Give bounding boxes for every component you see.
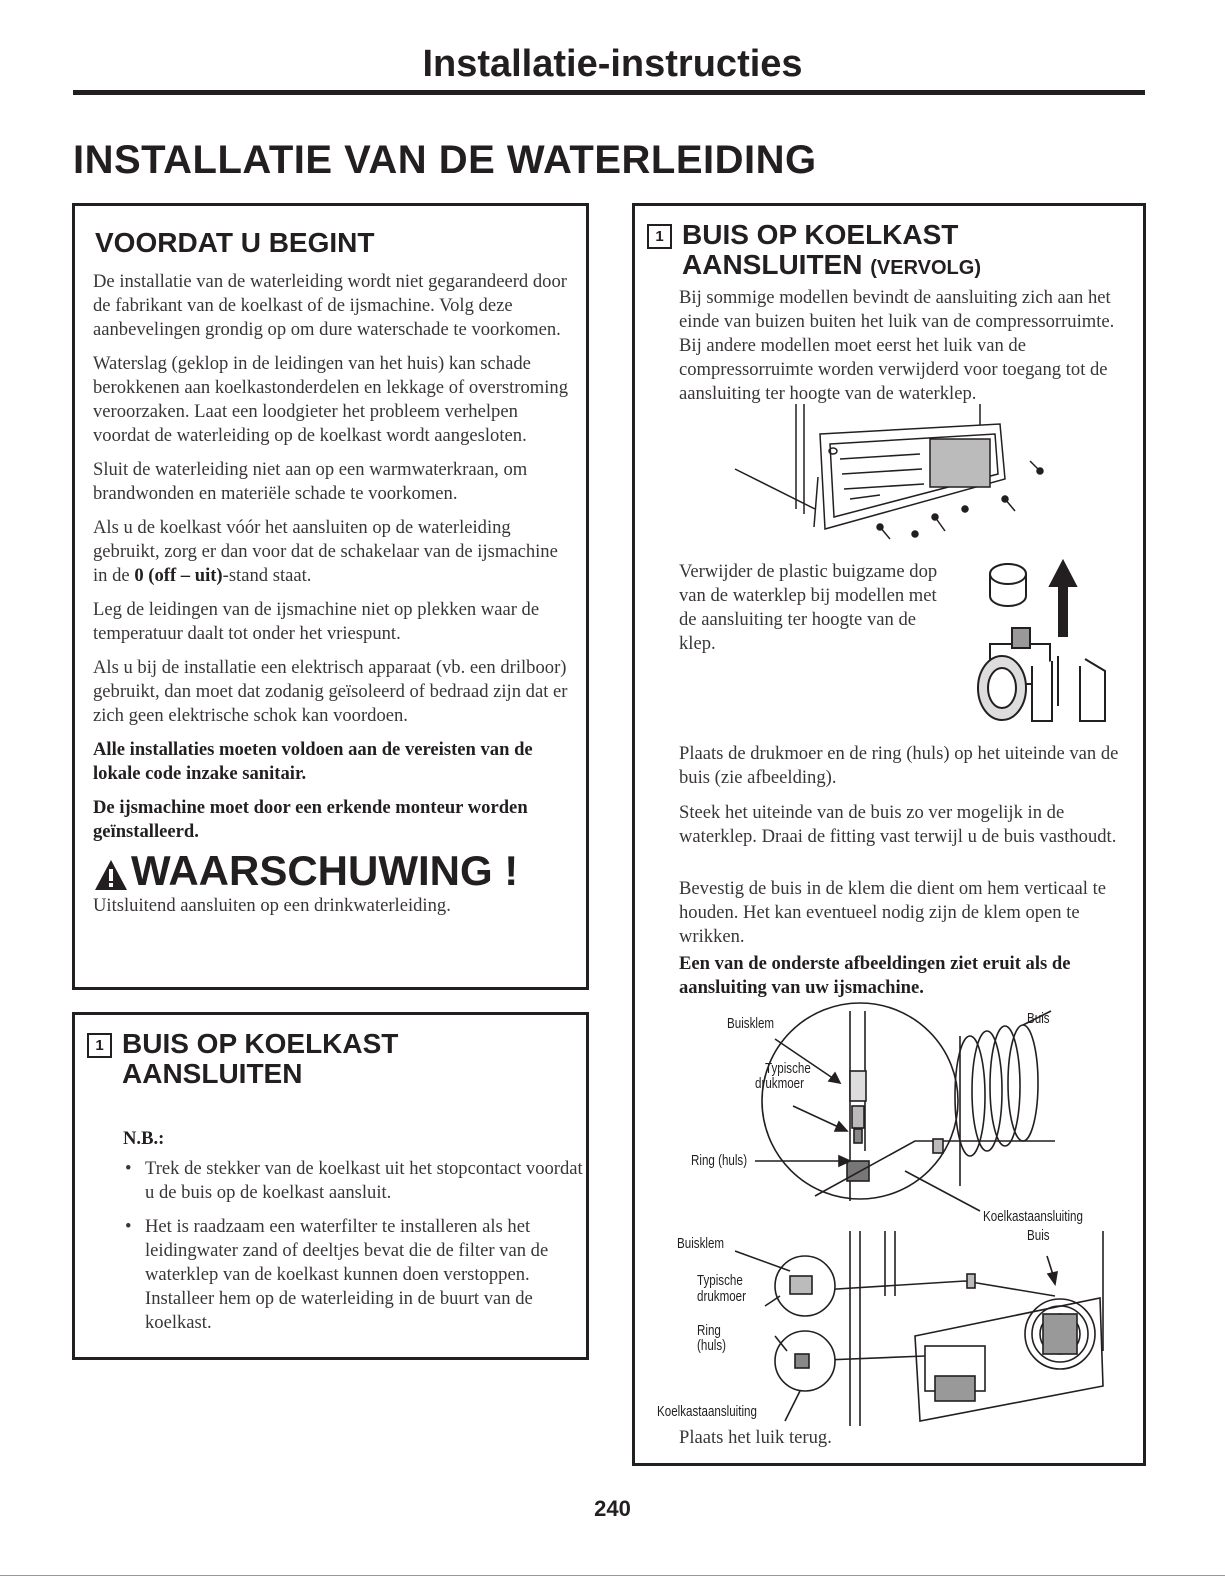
fig2-label-huls: (huls) — [697, 1338, 727, 1354]
tubing-connection-figure-1 — [755, 1001, 1135, 1216]
before-p4-b: 0 (off – uit) — [134, 565, 223, 586]
connect-tubing-box — [72, 1012, 589, 1360]
fig1-label-typische: Typische — [765, 1061, 811, 1077]
fig1-label-koelkastaansluiting: Koelkastaansluiting — [983, 1209, 1083, 1225]
before-p6: Als u bij de installatie een elektrisch apparaat (vb. een drilboor) gebruikt, dan moet dat zodanig geïsoleerd of bedraad zijn dat er zich geen elektrische schok kan voordoen. — [93, 657, 568, 726]
connect-continued-box — [632, 203, 1146, 1466]
fig1-label-buis: Buis — [1027, 1011, 1050, 1027]
fig1-label-ring: Ring (huls) — [691, 1153, 748, 1169]
fig2-label-drukmoer: drukmoer — [697, 1289, 746, 1305]
fig2-label-typische: Typische — [697, 1273, 743, 1289]
cont-p2: Verwijder de plastic buigzame dop van de waterklep bij modellen met de aansluiting ter hoogte van de klep. — [679, 561, 938, 654]
fig1-label-drukmoer: drukmoer — [755, 1076, 804, 1092]
tubing-connection-figure-2 — [735, 1226, 1135, 1431]
cont-heading — [647, 220, 981, 283]
before-bold2: De ijsmachine moet door een erkende monteur worden geïnstalleerd. — [93, 797, 528, 842]
page-header-title: Installatie-instructies — [422, 43, 803, 85]
fig2-label-buisklem: Buisklem — [677, 1236, 725, 1252]
before-p4-c: -stand staat. — [222, 565, 312, 586]
fig1-label-buisklem: Buisklem — [727, 1016, 775, 1032]
fig2-label-buis: Buis — [1027, 1228, 1050, 1244]
fig2-label-koelkastaansluiting: Koelkastaansluiting — [657, 1404, 757, 1420]
warning-text: Uitsluitend aansluiten op een drinkwaterleiding. — [93, 895, 451, 916]
header-rule — [73, 90, 1145, 95]
before-bold1: Alle installaties moeten voldoen aan de vereisten van de lokale code inzake sanitair. — [93, 739, 533, 784]
before-p2: Waterslag (geklop in de leidingen van het huis) kan schade berokkenen aan koelkastonderdelen en lekkage of overstroming veroorzaken. Laat een loodgieter het probleem verhelpen voordat de waterleiding op de koelkast wordt aangesloten. — [93, 353, 568, 446]
connect-nb: N.B.: — [123, 1128, 165, 1149]
before-p5: Leg de leidingen van de ijsmachine niet op plekken waar de temperatuur daalt tot onder het vriespunt. — [93, 599, 540, 644]
bottom-edge-line — [0, 1575, 1225, 1576]
cont-bold: Een van de onderste afbeeldingen ziet eruit als de aansluiting van uw ijsmachine. — [679, 953, 1071, 998]
page-number: 240 — [594, 1496, 631, 1521]
before-you-begin-box — [72, 203, 589, 990]
warning-title: WAARSCHUWING ! — [131, 847, 519, 894]
cont-p4: Steek het uiteinde van de buis zo ver mogelijk in de waterklep. Draai de fitting vast terwijl u de buis vasthoudt. — [679, 802, 1117, 847]
cont-heading-line2: AANSLUITEN — [682, 249, 863, 280]
connect-bullet: • Het is raadzaam een waterfilter te installeren als het leidingwater zand of deeltjes bevat die de filter van de waterklep van de koelkast kunnen doen verstoppen. Installeer hem op de waterleiding in de buurt van de koelkast. — [125, 1216, 549, 1333]
before-p1: De installatie van de waterleiding wordt niet gegarandeerd door de fabrikant van de koelkast of de ijsmachine. Volg deze aanbevelingen grondig op om dure waterschade te voorkomen. — [93, 271, 567, 340]
valve-cap-illustration — [960, 556, 1125, 741]
connect-bullet: • Trek de stekker van de koelkast uit het stopcontact voordat u de buis op de koelkast aansluit. — [125, 1158, 583, 1203]
cont-heading-suffix: (VERVOLG) — [870, 257, 981, 279]
compressor-access-illustration — [730, 399, 1060, 549]
main-title: INSTALLATIE VAN DE WATERLEIDING — [73, 138, 817, 182]
cont-heading-line1: BUIS OP KOELKAST — [682, 219, 959, 250]
before-p3: Sluit de waterleiding niet aan op een warmwaterkraan, om brandwonden en materiële schade te voorkomen. — [93, 459, 528, 504]
fig2-label-ring: Ring — [697, 1323, 721, 1339]
cont-p5: Bevestig de buis in de klem die dient om hem verticaal te houden. Het kan eventueel nodig zijn de klem open te wrikken. — [679, 878, 1107, 947]
before-heading: VOORDAT U BEGINT — [95, 227, 375, 258]
connect-heading — [87, 1029, 398, 1089]
connect-heading-line2: AANSLUITEN — [122, 1058, 303, 1089]
step-checkbox: 1 — [87, 1033, 112, 1058]
connect-heading-line1: BUIS OP KOELKAST — [122, 1028, 399, 1059]
cont-final: Plaats het luik terug. — [679, 1427, 832, 1448]
before-p4-a: Als u de koelkast vóór het aansluiten op de waterleiding gebruikt, zorg er dan voor dat de schakelaar van de ijsmachine in de — [93, 517, 558, 586]
step-checkbox: 1 — [647, 224, 672, 249]
before-body — [93, 270, 568, 918]
cont-p3: Plaats de drukmoer en de ring (huls) op het uiteinde van de buis (zie afbeelding). — [679, 743, 1119, 788]
before-p4 — [93, 516, 568, 588]
warning-row — [93, 847, 568, 894]
warning-triangle-icon — [93, 858, 129, 892]
cont-p1: Bij sommige modellen bevindt de aansluiting zich aan het einde van buizen buiten het luik van de compressorruimte. Bij andere modellen moet eerst het luik van de compressorruimte worden verwijderd voor toegang tot de aansluiting ter hoogte van de waterklep. — [679, 287, 1115, 404]
connect-bullets — [123, 1157, 585, 1339]
